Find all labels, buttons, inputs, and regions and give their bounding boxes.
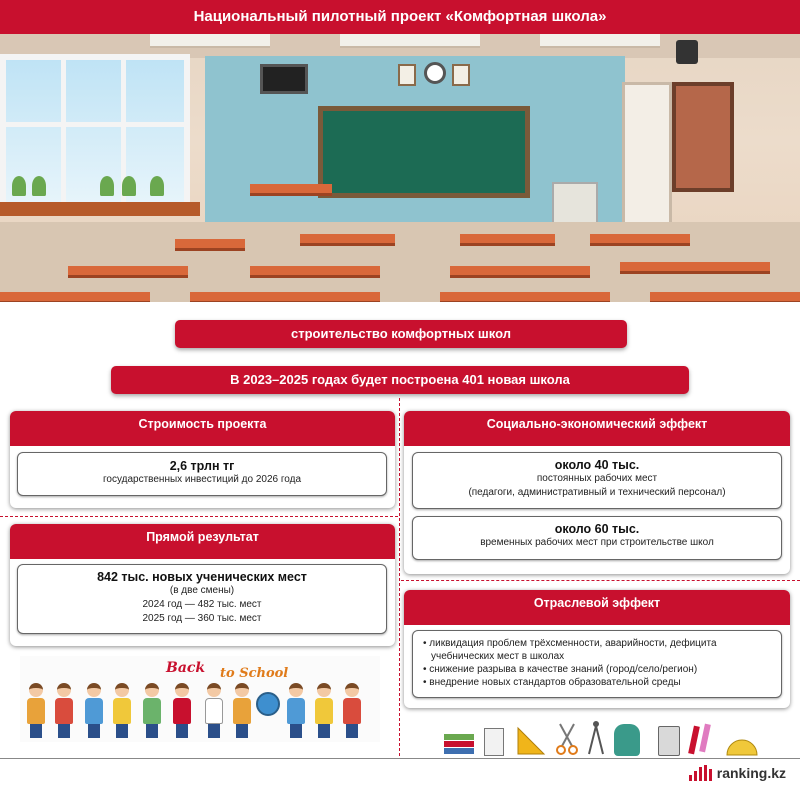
list-item: • ликвидация проблем трёхсменности, аварийности, дефицита <box>423 638 717 649</box>
section-pill-main: строительство комфортных школ <box>175 320 627 348</box>
back-to-school-illustration <box>20 656 380 742</box>
section-pill-plan: В 2023–2025 годах будет построена 401 новая школа <box>111 366 689 394</box>
direct-result-title: Прямой результат <box>10 524 395 551</box>
temporary-jobs-box <box>412 516 782 560</box>
globe-icon <box>256 692 280 716</box>
direct-result-note: (в две смены) <box>169 585 235 596</box>
speaker-icon <box>676 40 698 64</box>
triangle-ruler-icon <box>516 726 546 756</box>
list-item: • внедрение новых стандартов образовательной среды <box>423 677 681 688</box>
direct-result-box <box>17 564 387 634</box>
temporary-jobs-label: временных рабочих мест при строительстве школ <box>480 537 714 548</box>
permanent-jobs-detail: (педагоги, административный и технический персонал) <box>468 487 726 498</box>
tv-icon <box>260 64 308 94</box>
cost-amount: 2,6 трлн тг <box>169 459 235 473</box>
social-effect-title: Социально-экономический эффект <box>404 411 790 438</box>
books-icon <box>444 734 474 756</box>
list-item: учебнических мест в школах <box>431 651 565 662</box>
direct-result-2025: 2025 год — 360 тыс. мест <box>142 613 262 624</box>
list-item: • снижение разрыва в качестве знаний (город/село/регион) <box>423 664 698 675</box>
markers-icon <box>688 722 718 756</box>
clock-icon <box>424 62 446 84</box>
brand-logo <box>689 764 786 782</box>
cost-card-title: Строимость проекта <box>10 411 395 438</box>
permanent-jobs-box <box>412 452 782 509</box>
classroom-illustration <box>0 34 800 302</box>
school-text: to School <box>220 666 289 681</box>
back-text: Back <box>166 660 206 676</box>
calculator-icon <box>658 726 680 756</box>
permanent-jobs-label: постоянных рабочих мест <box>536 473 658 484</box>
scissors-icon <box>556 722 578 756</box>
temporary-jobs-amount: около 60 тыс. <box>554 522 640 536</box>
cost-note: государственных инвестиций до 2026 года <box>102 474 302 485</box>
cost-box <box>17 452 387 496</box>
direct-result-2024: 2024 год — 482 тыс. мест <box>142 599 262 610</box>
brand-name: ranking.kz <box>716 765 786 781</box>
sector-effect-list <box>412 630 782 698</box>
stationery-illustration <box>440 714 760 756</box>
ranking-logo-icon <box>689 765 712 781</box>
sector-effect-title: Отраслевой эффект <box>404 590 790 617</box>
chalkboard <box>318 106 530 198</box>
notebook-icon <box>484 728 504 756</box>
backpack-icon <box>614 724 640 756</box>
direct-result-amount: 842 тыс. новых ученических мест <box>97 570 307 584</box>
compass-icon <box>586 720 606 756</box>
permanent-jobs-amount: около 40 тыс. <box>554 458 640 472</box>
page-title: Национальный пилотный проект «Комфортная школа» <box>0 0 800 34</box>
protractor-icon <box>726 736 758 756</box>
